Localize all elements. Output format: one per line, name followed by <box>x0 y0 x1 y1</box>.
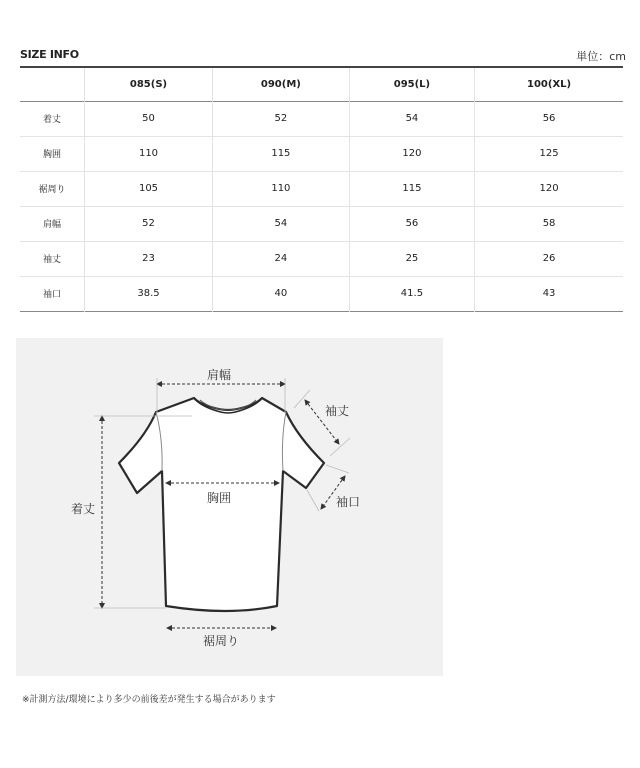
table-cell: 52 <box>85 206 213 241</box>
length-label: 着丈 <box>71 502 96 516</box>
size-table <box>20 66 623 312</box>
sleeve-opening-label: 袖口 <box>336 495 361 509</box>
table-row <box>20 276 623 311</box>
row-label: 肩幅 <box>42 220 61 230</box>
table-cell: 120 <box>349 136 474 171</box>
table-cell: 25 <box>349 241 474 276</box>
column-header: 085(S) <box>85 67 213 101</box>
measurement-note: ※計測方法/環境により多少の前後差が発生する場合があります <box>22 695 276 705</box>
table-cell: 54 <box>349 101 474 136</box>
row-label: 裾周り <box>38 185 66 195</box>
chest-label: 胸囲 <box>207 491 232 505</box>
table-cell: 40 <box>213 276 350 311</box>
table-cell: 52 <box>213 101 350 136</box>
table-cell: 56 <box>475 101 623 136</box>
column-header: 095(L) <box>349 67 474 101</box>
size-info-title: SIZE INFO <box>20 48 79 61</box>
table-cell: 50 <box>85 101 213 136</box>
sleeve-length-label: 袖丈 <box>325 404 350 418</box>
table-cell: 110 <box>213 171 350 206</box>
table-cell: 26 <box>475 241 623 276</box>
row-label: 袖口 <box>42 290 61 300</box>
table-cell: 105 <box>85 171 213 206</box>
measurement-diagram <box>16 338 443 676</box>
table-cell: 56 <box>349 206 474 241</box>
unit-label: 単位：cm <box>576 50 626 63</box>
table-cell: 110 <box>85 136 213 171</box>
table-cell: 120 <box>475 171 623 206</box>
table-row <box>20 136 623 171</box>
table-cell: 24 <box>213 241 350 276</box>
table-header-row <box>20 67 623 101</box>
table-row <box>20 101 623 136</box>
table-cell: 43 <box>475 276 623 311</box>
column-header: 090(M) <box>213 67 350 101</box>
row-label: 袖丈 <box>42 255 61 265</box>
table-cell: 115 <box>349 171 474 206</box>
table-row <box>20 206 623 241</box>
shoulder-width-label: 肩幅 <box>207 368 232 382</box>
table-row <box>20 171 623 206</box>
guide-line <box>330 438 350 456</box>
table-cell: 58 <box>475 206 623 241</box>
table-cell: 38.5 <box>85 276 213 311</box>
hem-label: 裾周り <box>203 634 240 648</box>
table-row <box>20 241 623 276</box>
row-label: 胸囲 <box>42 150 61 160</box>
table-cell: 41.5 <box>349 276 474 311</box>
guide-line <box>307 490 319 511</box>
guide-line <box>294 390 310 408</box>
column-header <box>20 67 85 101</box>
guide-line <box>326 465 349 473</box>
table-cell: 125 <box>475 136 623 171</box>
table-cell: 115 <box>213 136 350 171</box>
table-cell: 23 <box>85 241 213 276</box>
table-cell: 54 <box>213 206 350 241</box>
row-label: 着丈 <box>42 115 61 125</box>
column-header: 100(XL) <box>475 67 623 101</box>
